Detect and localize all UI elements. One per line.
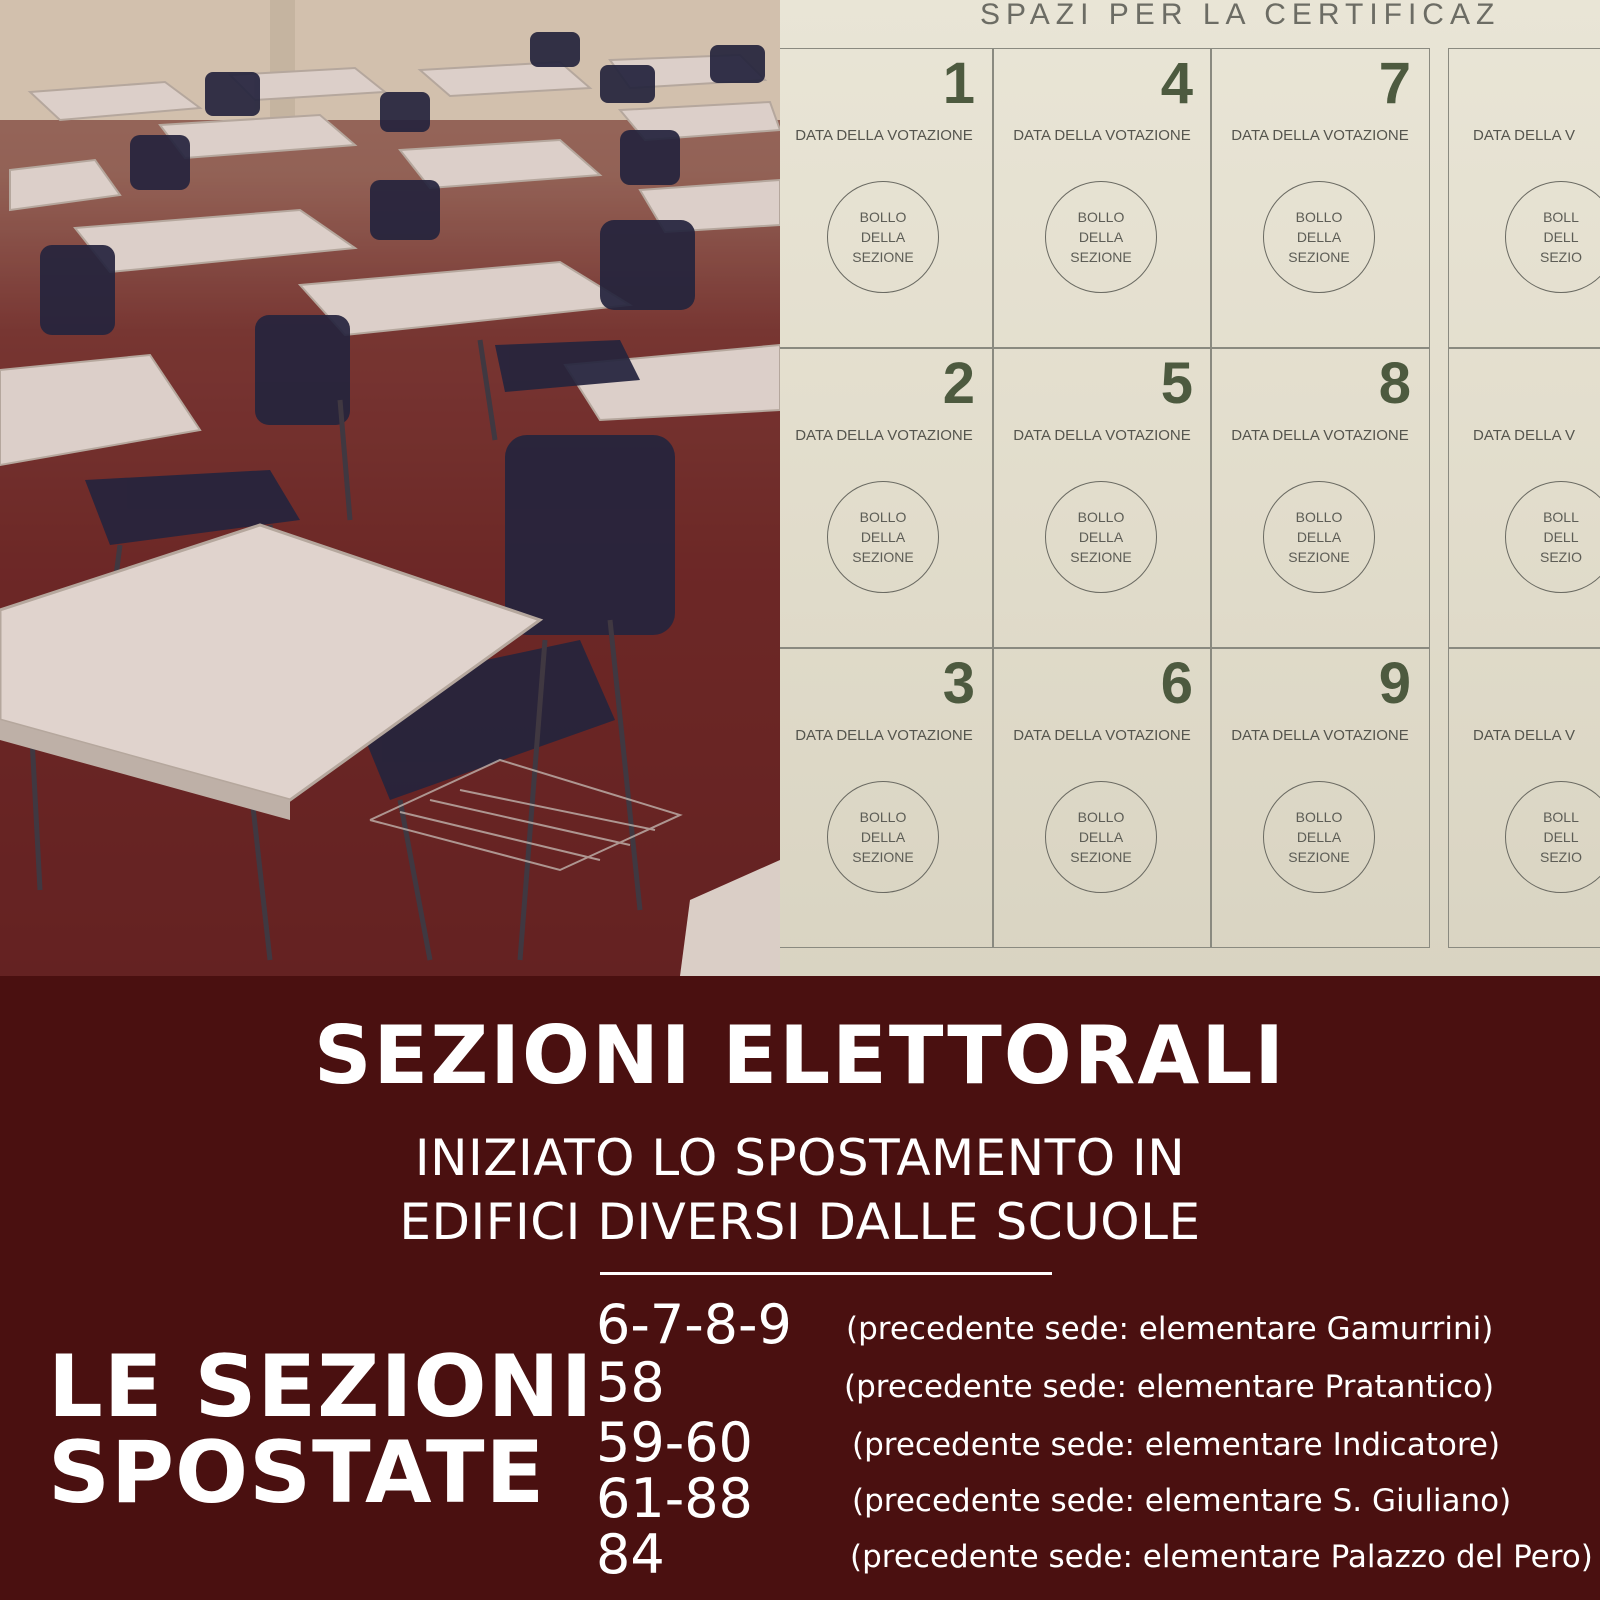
- cell-date-label: DATA DELLA V: [1473, 427, 1575, 444]
- cell-number: 2: [942, 351, 975, 416]
- previous-location: (precedente sede: elementare Pratantico): [844, 1369, 1495, 1405]
- headline: SEZIONI ELETTORALI: [313, 1009, 1287, 1102]
- cell-date-label: DATA DELLA V: [1473, 727, 1575, 744]
- section-stamp-circle: BOLLO DELLA SEZIONE: [1045, 481, 1157, 593]
- card-title: SPAZI PER LA CERTIFICAZ: [980, 0, 1501, 31]
- cell-number: 4: [1160, 51, 1193, 116]
- cell-date-label: DATA DELLA VOTAZIONE: [795, 127, 973, 144]
- section-numbers: 58: [596, 1351, 665, 1414]
- section-stamp-circle: BOLLO DELLA SEZIONE: [827, 181, 939, 293]
- cell-number: 8: [1378, 351, 1411, 416]
- certification-cell: [1210, 648, 1430, 948]
- subheadline-line-1: INIZIATO LO SPOSTAMENTO IN: [414, 1129, 1186, 1187]
- section-stamp-circle: BOLL DELL SEZIO: [1505, 781, 1600, 893]
- section-numbers: 61-88: [596, 1467, 753, 1530]
- cell-number: 1: [942, 51, 975, 116]
- cell-number: 6: [1160, 651, 1193, 716]
- cell-date-label: DATA DELLA VOTAZIONE: [1013, 427, 1191, 444]
- section-stamp-circle: BOLL DELL SEZIO: [1505, 181, 1600, 293]
- section-stamp-circle: BOLLO DELLA SEZIONE: [1263, 481, 1375, 593]
- previous-location: (precedente sede: elementare S. Giuliano): [852, 1483, 1512, 1519]
- previous-location: (precedente sede: elementare Gamurrini): [846, 1311, 1494, 1347]
- classroom-illustration: [0, 0, 780, 976]
- moved-sections-label-line-2: SPOSTATE: [48, 1423, 546, 1523]
- certification-cell: [992, 48, 1212, 348]
- cell-date-label: DATA DELLA VOTAZIONE: [1231, 127, 1409, 144]
- certification-cell: [780, 348, 994, 648]
- subheadline-line-2: EDIFICI DIVERSI DALLE SCUOLE: [399, 1193, 1201, 1251]
- certification-cell: [1448, 48, 1600, 348]
- cell-date-label: DATA DELLA VOTAZIONE: [795, 427, 973, 444]
- cell-number: 5: [1160, 351, 1193, 416]
- section-stamp-circle: BOLLO DELLA SEZIONE: [1045, 181, 1157, 293]
- section-numbers: 59-60: [596, 1411, 753, 1474]
- certification-cell: [1448, 348, 1600, 648]
- certification-cell: [1210, 48, 1430, 348]
- certification-cell: [992, 348, 1212, 648]
- classroom-photo: [0, 0, 780, 976]
- section-stamp-circle: BOLL DELL SEZIO: [1505, 481, 1600, 593]
- cell-date-label: DATA DELLA VOTAZIONE: [1231, 727, 1409, 744]
- section-stamp-circle: BOLLO DELLA SEZIONE: [827, 781, 939, 893]
- cell-number: 9: [1378, 651, 1411, 716]
- cell-number: 7: [1378, 51, 1411, 116]
- previous-location: (precedente sede: elementare Indicatore): [852, 1427, 1501, 1463]
- section-stamp-circle: BOLLO DELLA SEZIONE: [1263, 181, 1375, 293]
- divider: [600, 1272, 1052, 1275]
- cell-date-label: DATA DELLA VOTAZIONE: [1013, 727, 1191, 744]
- section-stamp-circle: BOLLO DELLA SEZIONE: [827, 481, 939, 593]
- subheadline: [0, 1126, 1600, 1254]
- certification-cell: [992, 648, 1212, 948]
- ballot-certification-card: [780, 0, 1600, 976]
- section-stamp-circle: BOLLO DELLA SEZIONE: [1045, 781, 1157, 893]
- previous-location: (precedente sede: elementare Palazzo del Pero): [850, 1539, 1593, 1575]
- section-numbers: 84: [596, 1523, 665, 1586]
- section-stamp-circle: BOLLO DELLA SEZIONE: [1263, 781, 1375, 893]
- cell-date-label: DATA DELLA VOTAZIONE: [1231, 427, 1409, 444]
- cell-date-label: DATA DELLA VOTAZIONE: [1013, 127, 1191, 144]
- section-numbers: 6-7-8-9: [596, 1293, 792, 1356]
- certification-cell: [1448, 648, 1600, 948]
- moved-sections-label-line-1: LE SEZIONI: [48, 1337, 594, 1437]
- text-band: [0, 976, 1600, 1600]
- cell-date-label: DATA DELLA VOTAZIONE: [795, 727, 973, 744]
- certification-cell: [780, 48, 994, 348]
- moved-sections-label: [48, 1337, 594, 1523]
- cell-number: 3: [942, 651, 975, 716]
- cell-date-label: DATA DELLA V: [1473, 127, 1575, 144]
- certification-cell: [1210, 348, 1430, 648]
- certification-cell: [780, 648, 994, 948]
